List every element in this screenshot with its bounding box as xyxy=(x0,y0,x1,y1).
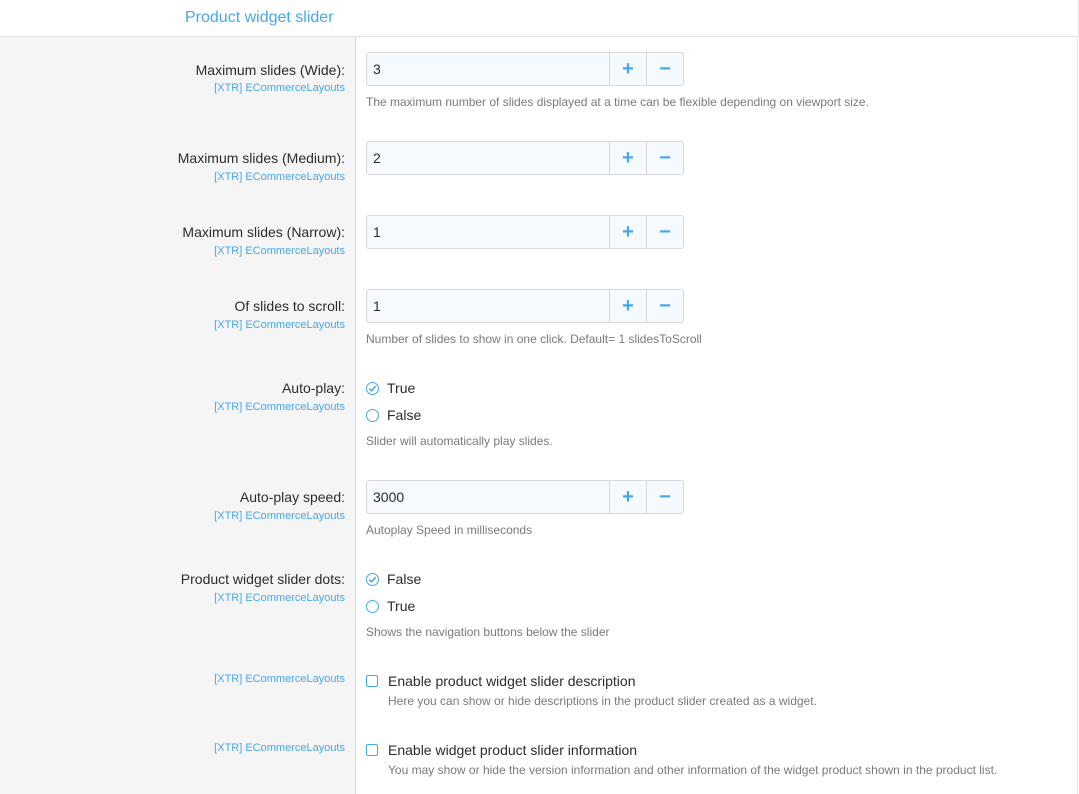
addon-link[interactable]: [XTR] ECommerceLayouts xyxy=(214,171,345,183)
dots-label: Product widget slider dots: xyxy=(180,571,345,587)
increment-button[interactable]: + xyxy=(609,216,646,248)
autoplay-option-label: False xyxy=(387,407,422,423)
dots-option-true[interactable] xyxy=(366,598,415,614)
max-wide-label: Maximum slides (Wide): xyxy=(195,62,345,78)
max-medium-input[interactable] xyxy=(367,142,609,174)
autoplay-label: Auto-play: xyxy=(281,380,345,396)
scroll-hint: Number of slides to show in one click. Default= 1 slidesToScroll xyxy=(366,332,702,346)
scroll-spinbox xyxy=(366,289,684,323)
max-narrow-label: Maximum slides (Narrow): xyxy=(182,224,345,240)
autoplay-option-false[interactable] xyxy=(366,407,421,423)
dots-option-label: False xyxy=(387,571,422,587)
increment-button[interactable]: + xyxy=(609,53,646,85)
increment-button[interactable]: + xyxy=(609,481,646,513)
autoplay-speed-spinbox xyxy=(366,480,684,514)
radio-checked-icon[interactable] xyxy=(366,382,379,395)
scroll-input[interactable] xyxy=(367,290,609,322)
decrement-button[interactable]: − xyxy=(646,481,683,513)
decrement-button[interactable]: − xyxy=(646,290,683,322)
description-hint: Here you can show or hide descriptions in the product slider created as a widget. xyxy=(388,694,817,708)
dots-option-label: True xyxy=(387,598,416,614)
radio-unchecked-icon[interactable] xyxy=(366,600,379,613)
autoplay-speed-label: Auto-play speed: xyxy=(239,489,345,505)
decrement-button[interactable]: − xyxy=(646,216,683,248)
decrement-button[interactable]: − xyxy=(646,53,683,85)
max-wide-hint: The maximum number of slides displayed at a time can be flexible depending on viewport size. xyxy=(366,95,869,109)
autoplay-hint: Slider will automatically play slides. xyxy=(366,434,553,448)
max-medium-label: Maximum slides (Medium): xyxy=(177,150,345,166)
addon-link[interactable]: [XTR] ECommerceLayouts xyxy=(214,510,345,522)
section-header xyxy=(0,0,1079,37)
autoplay-speed-hint: Autoplay Speed in milliseconds xyxy=(366,523,533,537)
decrement-button[interactable]: − xyxy=(646,142,683,174)
max-wide-spinbox xyxy=(366,52,684,86)
addon-link[interactable]: [XTR] ECommerceLayouts xyxy=(214,82,345,94)
autoplay-speed-input[interactable] xyxy=(367,481,609,513)
increment-button[interactable]: + xyxy=(609,142,646,174)
increment-button[interactable]: + xyxy=(609,290,646,322)
addon-link[interactable]: [XTR] ECommerceLayouts xyxy=(214,319,345,331)
radio-checked-icon[interactable] xyxy=(366,573,379,586)
information-checkbox-row[interactable] xyxy=(366,742,637,758)
dots-hint: Shows the navigation buttons below the slider xyxy=(366,625,610,639)
autoplay-option-label: True xyxy=(387,380,416,396)
addon-link[interactable]: [XTR] ECommerceLayouts xyxy=(214,592,345,604)
max-medium-spinbox xyxy=(366,141,684,175)
addon-link[interactable]: [XTR] ECommerceLayouts xyxy=(214,673,345,685)
autoplay-option-true[interactable] xyxy=(366,380,415,396)
scroll-label: Of slides to scroll: xyxy=(234,298,345,314)
addon-link[interactable]: [XTR] ECommerceLayouts xyxy=(214,245,345,257)
information-hint: You may show or hide the version information and other information of the widget product shown in the product list. xyxy=(388,763,998,777)
max-narrow-spinbox xyxy=(366,215,684,249)
description-checkbox-label: Enable product widget slider description xyxy=(388,673,636,689)
checkbox[interactable] xyxy=(366,744,378,756)
max-narrow-input[interactable] xyxy=(367,216,609,248)
information-checkbox-label: Enable widget product slider information xyxy=(388,742,638,758)
checkbox[interactable] xyxy=(366,675,378,687)
right-divider xyxy=(1077,37,1078,794)
radio-unchecked-icon[interactable] xyxy=(366,409,379,422)
addon-link[interactable]: [XTR] ECommerceLayouts xyxy=(214,742,345,754)
section-title: Product widget slider xyxy=(185,9,334,26)
addon-link[interactable]: [XTR] ECommerceLayouts xyxy=(214,401,345,413)
max-wide-input[interactable] xyxy=(367,53,609,85)
description-checkbox-row[interactable] xyxy=(366,673,635,689)
dots-option-false[interactable] xyxy=(366,571,421,587)
